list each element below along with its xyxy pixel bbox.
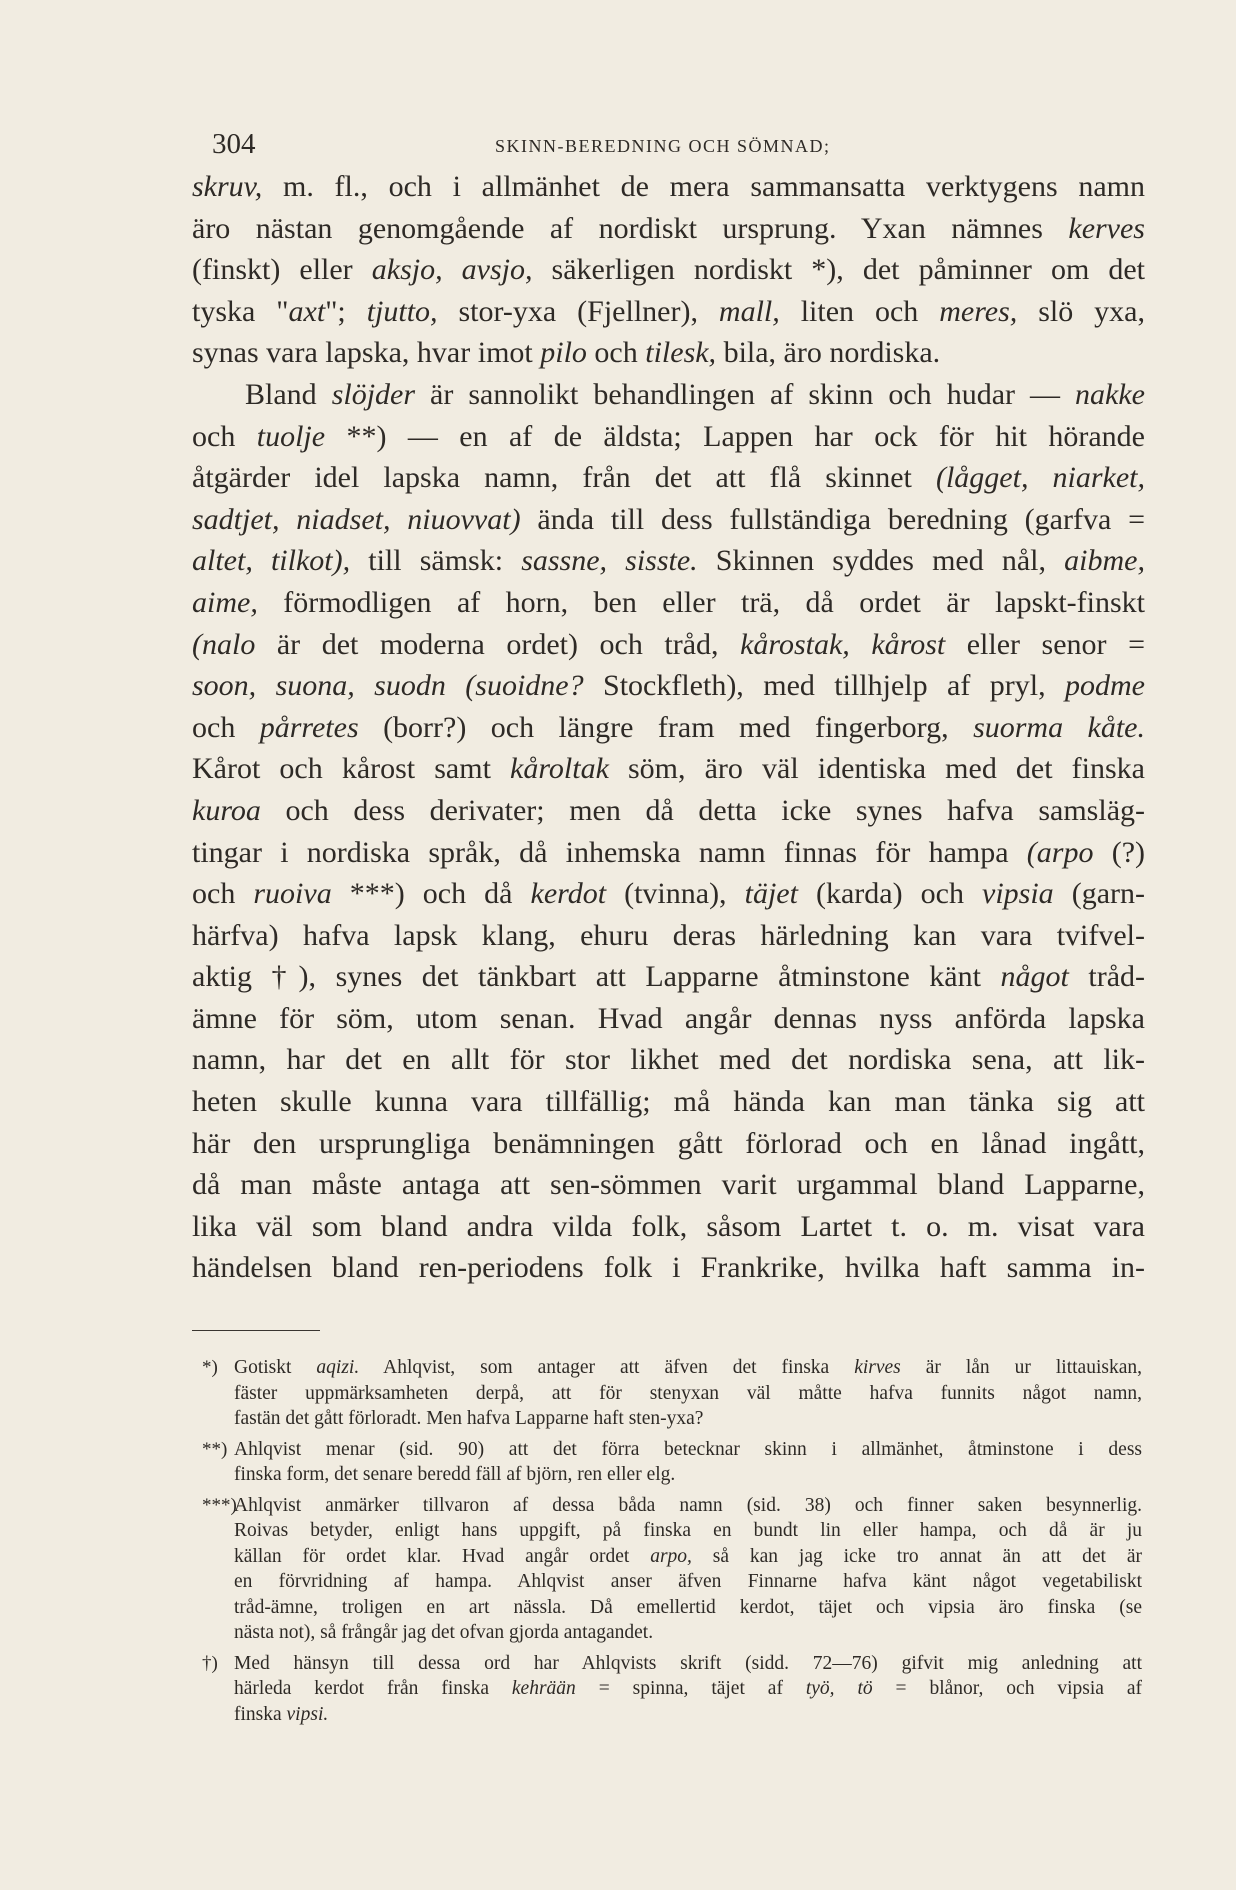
note-line: nästa not), så frångår jag det ofvan gjorda antagandet. xyxy=(234,1622,654,1643)
footnote xyxy=(202,1437,1142,1488)
running-title: SKINN-BEREDNING OCH SÖMNAD; xyxy=(495,136,831,156)
text-line: och ruoiva ***) och då kerdot (tvinna), täjet (karda) och vipsia (garn- xyxy=(192,877,1146,911)
text-line: här den ursprungliga benämningen gått förlorad och en lånad ingått, xyxy=(192,1126,1145,1160)
text-line: kuroa och dess derivater; men då detta icke synes hafva samsläg- xyxy=(192,793,1145,827)
footnote xyxy=(202,1493,1142,1646)
note-line: Med hänsyn till dessa ord har Ahlqvists skrift (sidd. 72—76) gifvit mig anledning att xyxy=(234,1652,1142,1674)
text-line: åtgärder idel lapska namn, från det att flå skinnet (lågget, niarket, xyxy=(192,461,1145,495)
text-line: tyska "axt"; tjutto, stor-yxa (Fjellner), mall, liten och meres, slö yxa, xyxy=(192,294,1146,328)
footnote-mark: *) xyxy=(202,1357,218,1378)
text-line: synas vara lapska, hvar imot pilo och tilesk, bila, äro nordiska. xyxy=(192,336,941,370)
text-line: härfva) hafva lapsk klang, ehuru deras härledning kan vara tvifvel- xyxy=(192,918,1145,952)
text-line: och tuolje **) — en af de äldsta; Lappen har ock för hit hörande xyxy=(192,419,1145,453)
text-line: händelsen bland ren-periodens folk i Frankrike, hvilka haft samma in- xyxy=(192,1251,1145,1285)
text-line: ämne för söm, utom senan. Hvad angår dennas nyss anförda lapska xyxy=(192,1001,1145,1035)
note-line: Ahlqvist menar (sid. 90) att det förra betecknar skinn i allmänhet, åtminstone i dess xyxy=(234,1438,1142,1460)
text-line: sadtjet, niadset, niuovvat) ända till dess fullständiga beredning (garfva = xyxy=(192,502,1146,536)
footnote-divider xyxy=(192,1330,320,1331)
text-line: altet, tilkot), till sämsk: sassne, sisste. Skinnen syddes med nål, aibme, xyxy=(192,544,1145,578)
text-line: och pårretes (borr?) och längre fram med fingerborg, suorma kåte. xyxy=(192,710,1145,744)
main-text xyxy=(192,166,1145,1289)
text-line: aktig †), synes det tänkbart att Lapparne åtminstone känt något tråd- xyxy=(192,960,1145,994)
note-line: finska form, det senare beredd fäll af björn, ren eller elg. xyxy=(234,1464,676,1485)
note-line: fastän det gått förloradt. Men hafva Lapparne haft sten-yxa? xyxy=(234,1408,704,1429)
page-number: 304 xyxy=(212,128,256,160)
text-line: (finskt) eller aksjo, avsjo, säkerligen nordiskt *), det påminner om det xyxy=(192,253,1145,287)
note-line: finska vipsi. xyxy=(234,1703,329,1725)
footnote-mark: **) xyxy=(202,1438,228,1460)
note-line: Roivas betyder, enligt hans uppgift, på finska en bundt lin eller hampa, och då är ju xyxy=(234,1520,1142,1541)
text-line: namn, har det en allt för stor likhet med det nordiska sena, att lik- xyxy=(192,1043,1145,1077)
note-line: Ahlqvist anmärker tillvaron af dessa båda namn (sid. 38) och finner saken besynnerlig. xyxy=(234,1494,1142,1516)
footnote-mark: ***) xyxy=(202,1494,237,1516)
page-header xyxy=(212,128,1042,160)
footnote xyxy=(202,1355,1142,1432)
text-line: Bland slöjder är sannolikt behandlingen af skinn och hudar — nakke xyxy=(245,377,1145,411)
text-line: lika väl som bland andra vilda folk, såsom Lartet t. o. m. visat vara xyxy=(192,1209,1145,1243)
note-line: Gotiskt aqizi. Ahlqvist, som antager att äfven det finska kirves är lån ur littauiskan, xyxy=(234,1357,1142,1378)
note-line: tråd-ämne, troligen en art nässla. Då emellertid kerdot, täjet och vipsia äro finska (se xyxy=(234,1596,1142,1618)
text-line: (nalo är det moderna ordet) och tråd, kårostak, kårost eller senor = xyxy=(192,627,1145,661)
note-line: fäster uppmärksamheten derpå, att för stenyxan väl måtte hafva funnits något namn, xyxy=(234,1382,1142,1404)
text-line: skruv, m. fl., och i allmänhet de mera sammansatta verktygens namn xyxy=(192,170,1145,203)
note-line: källan för ordet klar. Hvad angår ordet arpo, så kan jag icke tro annat än att det är xyxy=(234,1545,1142,1567)
text-line: då man måste antaga att sen-sömmen varit urgammal bland Lapparne, xyxy=(192,1168,1145,1202)
footnotes xyxy=(202,1355,1142,1732)
text-line: aime, förmodligen af horn, ben eller trä, då ordet är lapskt-finskt xyxy=(192,585,1145,619)
note-line: en förvridning af hampa. Ahlqvist anser äfven Finnarne hafva känt något vegetabiliskt xyxy=(234,1571,1142,1592)
footnote xyxy=(202,1651,1142,1728)
text-line: tingar i nordiska språk, då inhemska namn finnas för hampa (arpo (?) xyxy=(192,835,1145,869)
text-line: äro nästan genomgående af nordiskt ursprung. Yxan nämnes kerves xyxy=(192,211,1145,245)
text-line: soon, suona, suodn (suoidne? Stockfleth), med tillhjelp af pryl, podme xyxy=(192,669,1145,703)
text-line: heten skulle kunna vara tillfällig; må hända kan man tänka sig att xyxy=(192,1085,1145,1119)
footnote-mark: †) xyxy=(202,1652,218,1674)
note-line: härleda kerdot från finska kehrään = spinna, täjet af työ, tö = blånor, och vipsia af xyxy=(234,1678,1142,1699)
text-line: Kårot och kårost samt kåroltak söm, äro väl identiska med det finska xyxy=(192,752,1145,786)
